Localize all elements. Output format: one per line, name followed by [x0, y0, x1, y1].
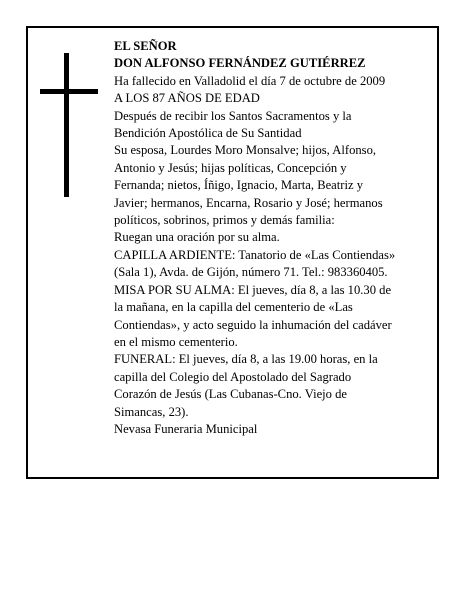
- family-line: Su esposa, Lourdes Moro Monsalve; hijos, Alfonso,: [114, 143, 377, 158]
- family-line: Antonio y Jesús; hijas políticas, Concepción y: [114, 160, 347, 175]
- latin-cross-icon: [40, 53, 98, 197]
- funeral-line: capilla del Colegio del Apostolado del Sagrado: [114, 369, 352, 384]
- age-line: A LOS 87 AÑOS DE EDAD: [114, 91, 260, 106]
- prayer-request-line: Ruegan una oración por su alma.: [114, 230, 280, 245]
- mass-line: la mañana, en la capilla del cementerio de «Las: [114, 300, 353, 315]
- sacraments-line: Después de recibir los Santos Sacramentos y la: [114, 108, 352, 123]
- funeral-home-line: Nevasa Funeraria Municipal: [114, 421, 258, 436]
- family-line: Javier; hermanos, Encarna, Rosario y José; hermanos: [114, 195, 383, 210]
- mass-line: Contiendas», y acto seguido la inhumación del cadáver: [114, 317, 392, 332]
- deceased-name: DON ALFONSO FERNÁNDEZ GUTIÉRREZ: [114, 56, 366, 71]
- mass-line: en el mismo cementerio.: [114, 334, 238, 349]
- funeral-line: FUNERAL: El jueves, día 8, a las 19.00 horas, en la: [114, 352, 378, 367]
- sacraments-line: Bendición Apostólica de Su Santidad: [114, 126, 302, 141]
- family-line: políticos, sobrinos, primos y demás familia:: [114, 213, 335, 228]
- cross-horizontal-bar: [40, 89, 98, 94]
- chapel-line: (Sala 1), Avda. de Gijón, número 71. Tel.: 983360405.: [114, 265, 388, 280]
- mass-line: MISA POR SU ALMA: El jueves, día 8, a las 10.30 de: [114, 282, 392, 297]
- death-date-line: Ha fallecido en Valladolid el día 7 de octubre de 2009: [114, 73, 386, 88]
- obituary-text: [114, 38, 436, 438]
- funeral-line: Corazón de Jesús (Las Cubanas-Cno. Viejo de: [114, 387, 347, 402]
- funeral-line: Simancas, 23).: [114, 404, 189, 419]
- chapel-line: CAPILLA ARDIENTE: Tanatorio de «Las Contiendas»: [114, 247, 396, 262]
- cross-vertical-bar: [64, 53, 69, 197]
- family-line: Fernanda; nietos, Íñigo, Ignacio, Marta, Beatriz y: [114, 178, 363, 193]
- deceased-title: EL SEÑOR: [114, 39, 177, 53]
